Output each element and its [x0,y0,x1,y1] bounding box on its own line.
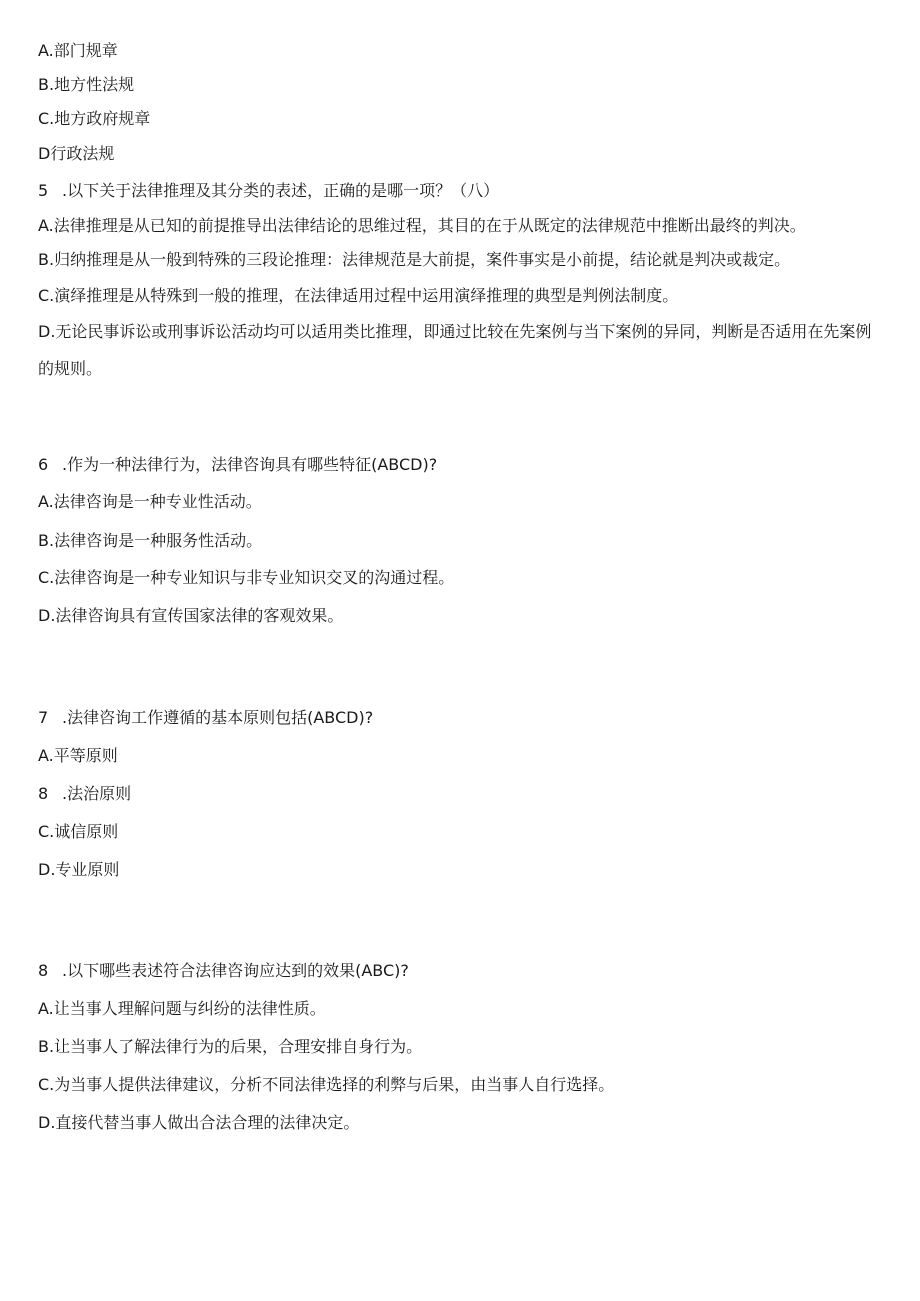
q7-question [38,707,373,729]
q7-option-d: D.专业原则 [38,860,120,879]
q6-option-d: D.法律咨询具有宣传国家法律的客观效果。 [38,606,344,625]
q7-option-b-text: .法治原则 [62,784,132,803]
q5-number: 5 [38,181,49,200]
q7-text: .法律咨询工作遵循的基本原则包括(ABCD)? [62,708,374,727]
q4-option-c: C.地方政府规章 [38,109,151,128]
q4-option-b: B.地方性法规 [38,75,135,94]
q5-option-c: C.演绎推理是从特殊到一般的推理，在法律适用过程中运用演绎推理的典型是判例法制度。 [38,286,679,305]
q7-option-c: C.诚信原则 [38,822,119,841]
q7-number: 7 [38,708,49,727]
q6-option-b: B.法律咨询是一种服务性活动。 [38,531,263,550]
q8-option-a: A.让当事人理解问题与纠纷的法律性质。 [38,999,326,1018]
q7-option-b-number: 8 [38,784,49,803]
q6-text: .作为一种法律行为，法律咨询具有哪些特征(ABCD)? [62,455,438,474]
q7-option-b [38,783,131,805]
q8-option-c: C.为当事人提供法律建议，分析不同法律选择的利弊与后果，由当事人自行选择。 [38,1075,615,1094]
q8-option-b: B.让当事人了解法律行为的后果，合理安排自身行为。 [38,1037,423,1056]
q5-text: .以下关于法律推理及其分类的表述，正确的是哪一项？（八） [62,181,500,200]
q4-option-a: A.部门规章 [38,41,118,60]
q6-option-a: A.法律咨询是一种专业性活动。 [38,492,262,511]
q7-option-a: A.平等原则 [38,746,118,765]
q5-question [38,180,499,202]
q5-option-b: B.归纳推理是从一般到特殊的三段论推理：法律规范是大前提，案件事实是小前提，结论就是判决或裁定。 [38,250,791,269]
q4-option-d: D行政法规 [38,144,115,163]
q8-option-d: D.直接代替当事人做出合法合理的法律决定。 [38,1113,360,1132]
q5-option-d: D.无论民事诉讼或刑事诉讼活动均可以适用类比推理，即通过比较在先案例与当下案例的异同，判断是否适用在先案例的规则。 [38,322,872,378]
q6-question [38,454,437,476]
q6-number: 6 [38,455,49,474]
q5-option-a: A.法律推理是从已知的前提推导出法律结论的思维过程，其目的在于从既定的法律规范中推断出最终的判决。 [38,216,806,235]
q8-number: 8 [38,961,49,980]
q8-question [38,960,409,982]
q8-text: .以下哪些表述符合法律咨询应达到的效果(ABC)? [62,961,409,980]
q6-option-c: C.法律咨询是一种专业知识与非专业知识交叉的沟通过程。 [38,568,455,587]
